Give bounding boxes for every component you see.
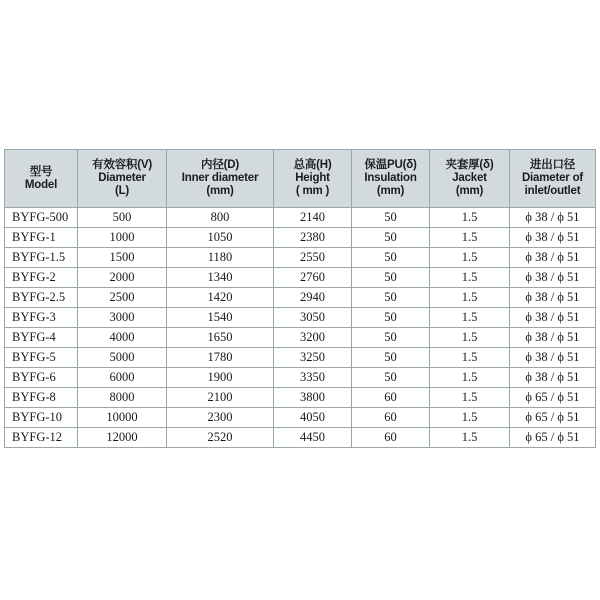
volume-cell: 8000 [78,388,167,408]
column-header-unit: (L) [114,185,130,197]
volume-cell: 1000 [78,228,167,248]
column-header-height [274,150,352,208]
inner-diameter-cell: 2520 [167,428,274,448]
column-header-inlet-outlet [510,150,596,208]
jacket-cell: 1.5 [430,288,510,308]
jacket-cell: 1.5 [430,348,510,368]
jacket-cell: 1.5 [430,328,510,348]
column-header-cn: 夹套厚(δ) [445,159,494,171]
inlet-outlet-cell: ϕ 38 / ϕ 51 [510,268,596,288]
jacket-cell: 1.5 [430,308,510,328]
model-cell: BYFG-500 [5,208,78,228]
height-cell: 4450 [274,428,352,448]
jacket-cell: 1.5 [430,228,510,248]
volume-cell: 2500 [78,288,167,308]
column-header-inner-diameter [167,150,274,208]
column-header-cn: 型号 [29,165,53,178]
column-header-cn: 进出口径 [529,159,576,171]
inlet-outlet-cell: ϕ 38 / ϕ 51 [510,208,596,228]
height-cell: 2140 [274,208,352,228]
volume-cell: 500 [78,208,167,228]
column-header-en: Insulation [364,172,417,184]
column-header-cn: 保温PU(δ) [364,159,417,171]
table-row [5,308,596,328]
column-header-en: Height [295,172,330,184]
table-row [5,428,596,448]
insulation-cell: 60 [352,408,430,428]
table-row [5,268,596,288]
column-header-jacket [430,150,510,208]
inner-diameter-cell: 1900 [167,368,274,388]
insulation-cell: 50 [352,328,430,348]
height-cell: 2760 [274,268,352,288]
column-header-cn: 有效容积(V) [92,159,152,171]
column-header-cn: 内径(D) [201,159,239,171]
height-cell: 2940 [274,288,352,308]
height-cell: 3250 [274,348,352,368]
inner-diameter-cell: 1650 [167,328,274,348]
column-header-cn: 总高(H) [293,159,332,171]
inlet-outlet-cell: ϕ 65 / ϕ 51 [510,428,596,448]
insulation-cell: 50 [352,208,430,228]
inlet-outlet-cell: ϕ 65 / ϕ 51 [510,388,596,408]
insulation-cell: 50 [352,308,430,328]
column-header-unit: (mm) [376,185,405,197]
table-row [5,408,596,428]
jacket-cell: 1.5 [430,388,510,408]
inlet-outlet-cell: ϕ 38 / ϕ 51 [510,248,596,268]
inner-diameter-cell: 1180 [167,248,274,268]
insulation-cell: 50 [352,268,430,288]
jacket-cell: 1.5 [430,408,510,428]
model-cell: BYFG-10 [5,408,78,428]
inner-diameter-cell: 1050 [167,228,274,248]
table-header [5,150,596,208]
column-header-unit: (mm) [206,185,234,197]
model-cell: BYFG-2.5 [5,288,78,308]
inlet-outlet-cell: ϕ 38 / ϕ 51 [510,328,596,348]
model-cell: BYFG-8 [5,388,78,408]
volume-cell: 5000 [78,348,167,368]
jacket-cell: 1.5 [430,368,510,388]
volume-cell: 1500 [78,248,167,268]
insulation-cell: 50 [352,368,430,388]
table-row [5,368,596,388]
inner-diameter-cell: 1540 [167,308,274,328]
model-cell: BYFG-2 [5,268,78,288]
height-cell: 4050 [274,408,352,428]
table-body [5,208,596,448]
model-cell: BYFG-4 [5,328,78,348]
model-cell: BYFG-3 [5,308,78,328]
model-cell: BYFG-6 [5,368,78,388]
insulation-cell: 60 [352,388,430,408]
column-header-unit: (mm) [455,185,484,197]
column-header-unit: ( mm ) [295,185,330,197]
model-cell: BYFG-12 [5,428,78,448]
height-cell: 3200 [274,328,352,348]
column-header-en: Diameter [98,172,146,184]
column-header-model [5,150,78,208]
height-cell: 2380 [274,228,352,248]
inlet-outlet-cell: ϕ 38 / ϕ 51 [510,368,596,388]
column-header-insulation [352,150,430,208]
table-row [5,328,596,348]
volume-cell: 3000 [78,308,167,328]
inner-diameter-cell: 2300 [167,408,274,428]
model-cell: BYFG-1 [5,228,78,248]
insulation-cell: 60 [352,428,430,448]
inlet-outlet-cell: ϕ 65 / ϕ 51 [510,408,596,428]
inner-diameter-cell: 1420 [167,288,274,308]
inlet-outlet-cell: ϕ 38 / ϕ 51 [510,308,596,328]
specification-table [4,149,596,448]
volume-cell: 12000 [78,428,167,448]
volume-cell: 2000 [78,268,167,288]
table-row [5,288,596,308]
jacket-cell: 1.5 [430,428,510,448]
height-cell: 3800 [274,388,352,408]
volume-cell: 6000 [78,368,167,388]
height-cell: 3350 [274,368,352,388]
volume-cell: 10000 [78,408,167,428]
column-header-en: Model [24,178,58,191]
table-row [5,228,596,248]
jacket-cell: 1.5 [430,208,510,228]
table-row [5,348,596,368]
jacket-cell: 1.5 [430,248,510,268]
insulation-cell: 50 [352,228,430,248]
column-header-en: Jacket [452,172,487,184]
model-cell: BYFG-5 [5,348,78,368]
table-row [5,388,596,408]
insulation-cell: 50 [352,288,430,308]
column-header-en: inlet/outlet [524,185,581,197]
height-cell: 3050 [274,308,352,328]
inner-diameter-cell: 1340 [167,268,274,288]
inner-diameter-cell: 2100 [167,388,274,408]
column-header-en: Diameter of [521,172,584,184]
header-row [5,150,596,208]
height-cell: 2550 [274,248,352,268]
insulation-cell: 50 [352,348,430,368]
inner-diameter-cell: 1780 [167,348,274,368]
inlet-outlet-cell: ϕ 38 / ϕ 51 [510,348,596,368]
column-header-en: Inner diameter [181,172,259,184]
jacket-cell: 1.5 [430,268,510,288]
insulation-cell: 50 [352,248,430,268]
volume-cell: 4000 [78,328,167,348]
table-row [5,248,596,268]
inlet-outlet-cell: ϕ 38 / ϕ 51 [510,288,596,308]
column-header-volume [78,150,167,208]
inner-diameter-cell: 800 [167,208,274,228]
table-row [5,208,596,228]
model-cell: BYFG-1.5 [5,248,78,268]
inlet-outlet-cell: ϕ 38 / ϕ 51 [510,228,596,248]
